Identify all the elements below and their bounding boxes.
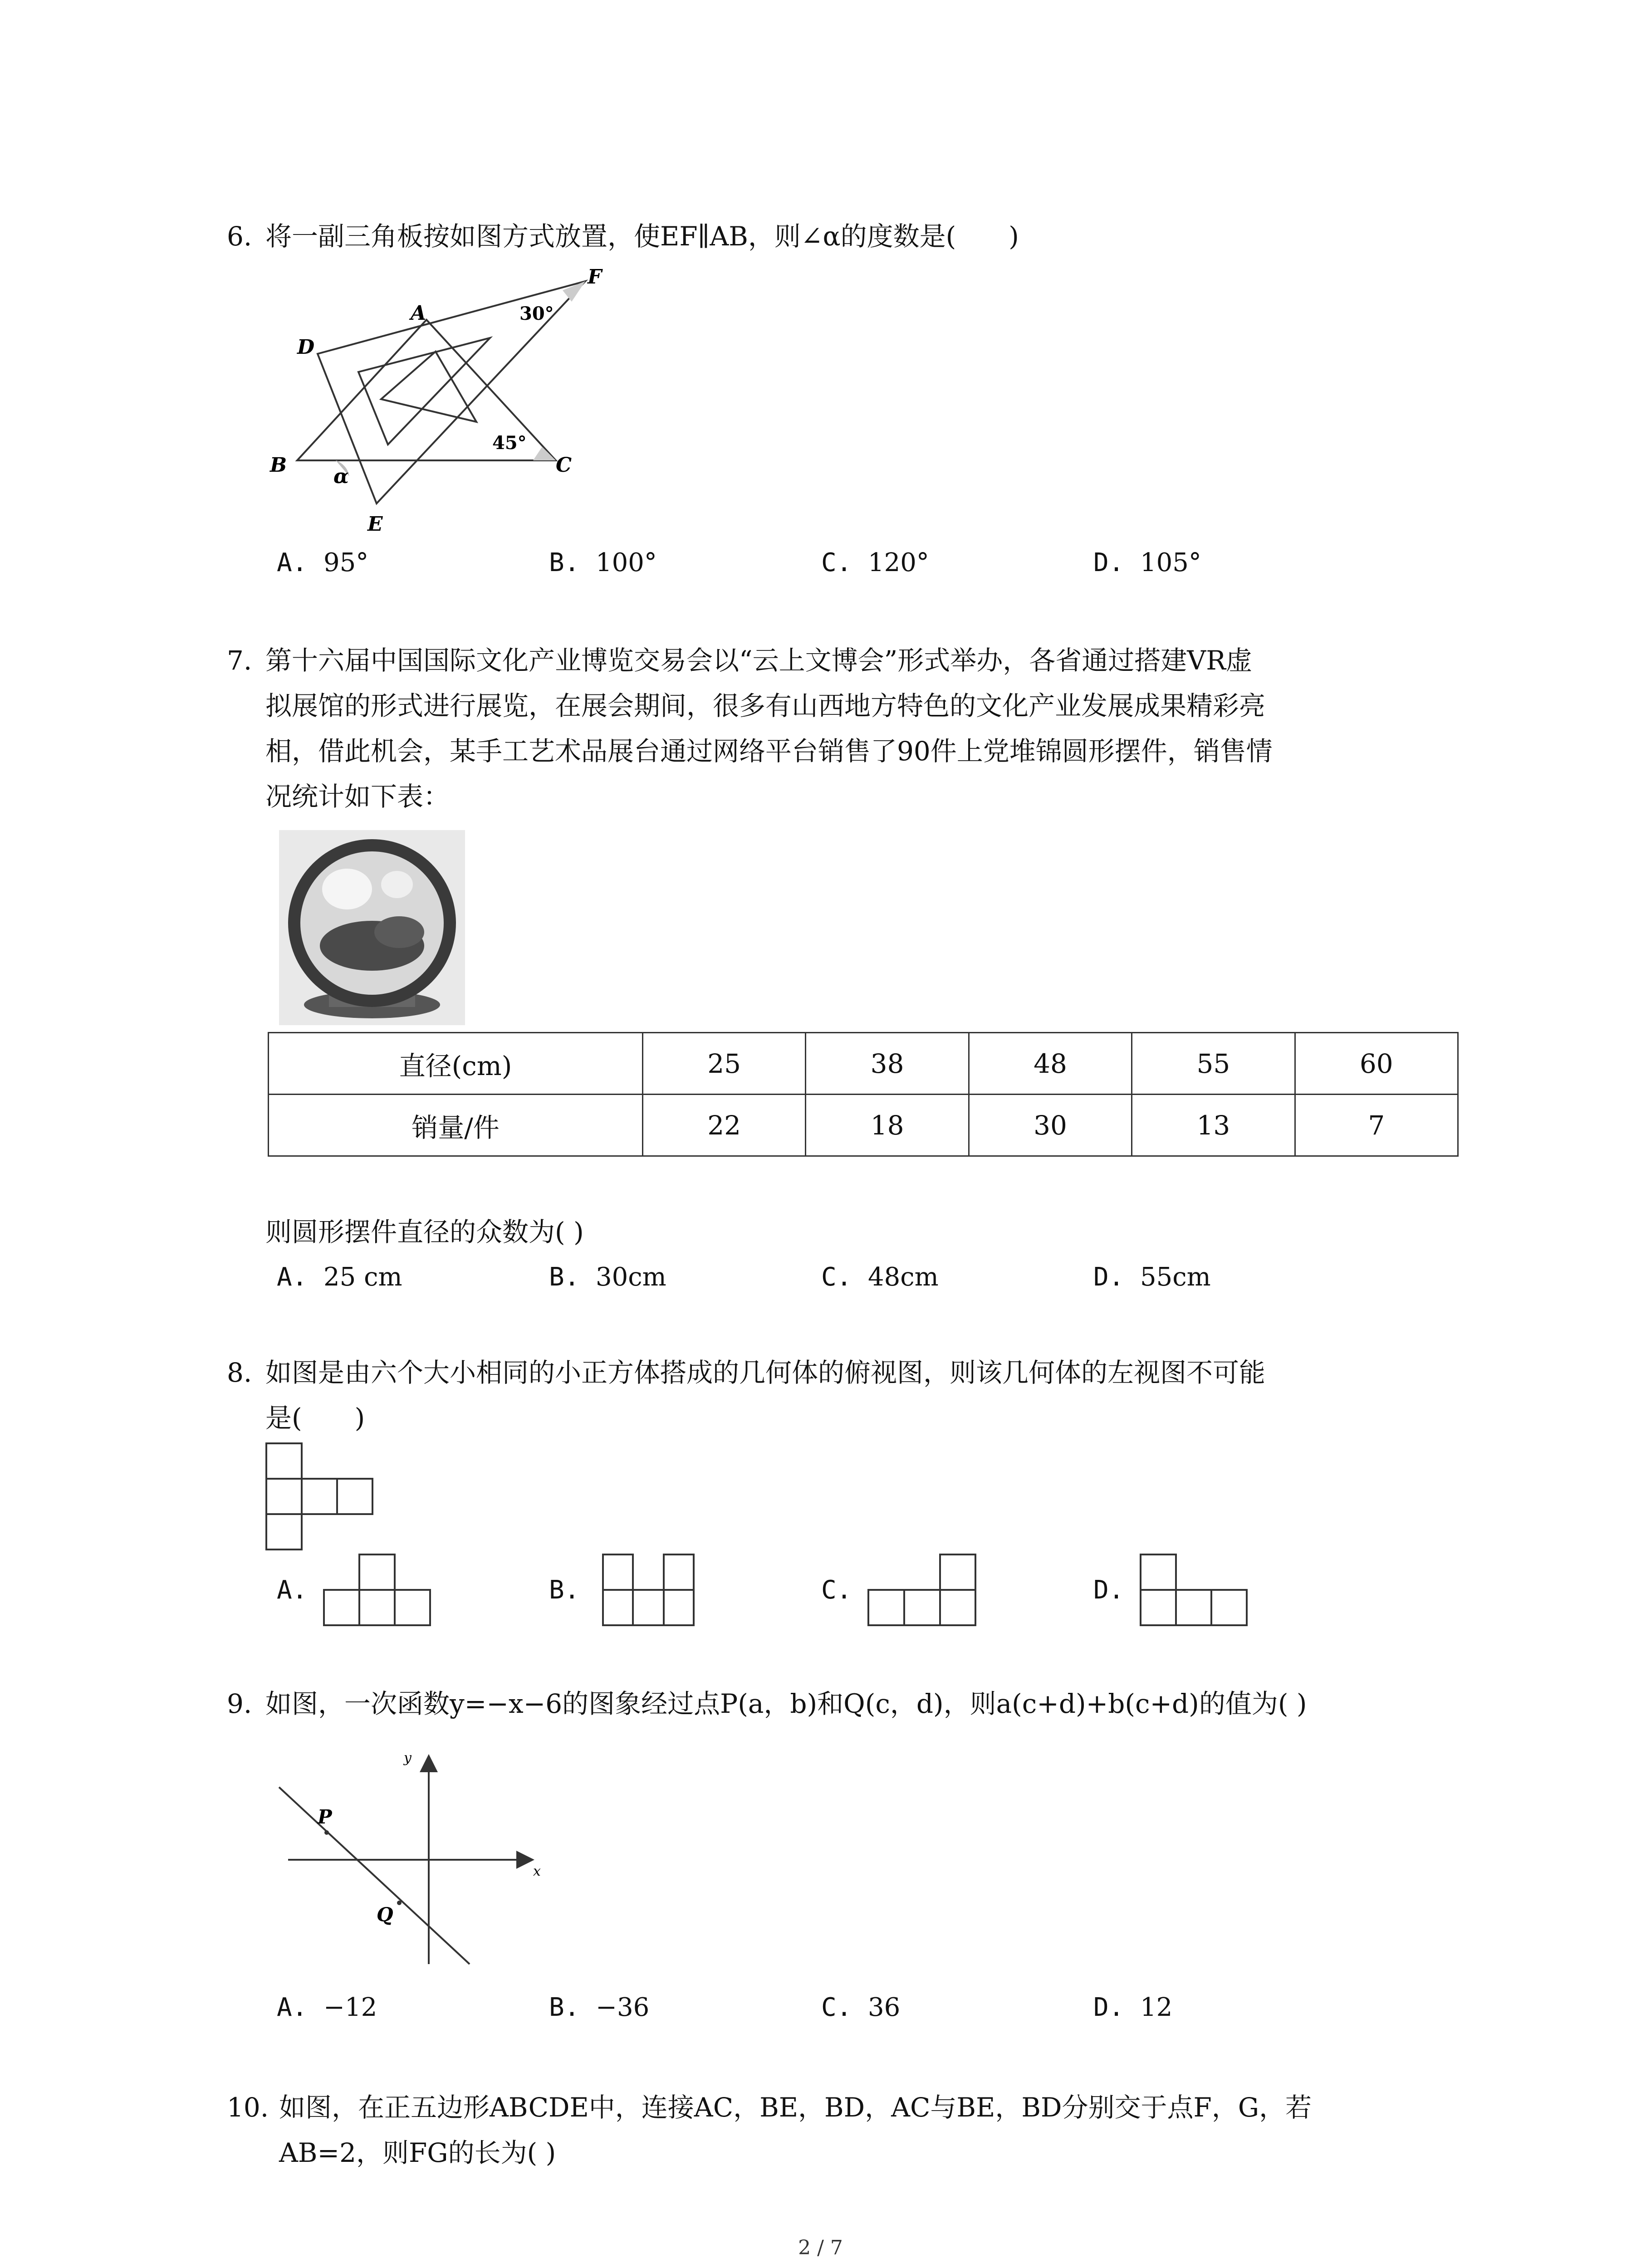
option-label: C.	[821, 1262, 852, 1292]
q8-option-a-figure[interactable]	[322, 1554, 431, 1626]
table-header-sales: 销量/件	[269, 1095, 643, 1156]
label-A: A	[411, 302, 426, 325]
sales-table	[268, 1032, 1459, 1157]
table-cell: 48	[969, 1033, 1132, 1095]
label-D: D	[297, 336, 315, 359]
q6-number: 6.	[227, 221, 252, 252]
label-B: B	[270, 454, 287, 477]
table-row	[269, 1095, 1458, 1156]
option-label: D.	[1093, 548, 1124, 577]
q9-number: 9.	[227, 1688, 252, 1719]
top-view-figure	[265, 1442, 374, 1551]
q7-line-1: 第十六届中国国际文化产业博览交易会以“云上文博会”形式举办，各省通过搭建VR虚	[265, 645, 1252, 676]
table-cell: 13	[1132, 1095, 1295, 1156]
option-value: 100°	[596, 548, 657, 577]
q6-option-d[interactable]	[1093, 547, 1201, 579]
table-cell: 22	[643, 1095, 806, 1156]
option-value: 36	[868, 1993, 901, 2022]
table-cell: 30	[969, 1095, 1132, 1156]
option-value: 12	[1140, 1993, 1173, 2022]
q6-triangle-figure	[254, 259, 617, 540]
q6-option-c[interactable]	[821, 547, 929, 579]
option-label: C.	[821, 1993, 852, 2022]
q8-option-d[interactable]	[1093, 1574, 1124, 1607]
q8-option-d-figure[interactable]	[1139, 1554, 1250, 1626]
option-label: B.	[549, 1575, 580, 1605]
option-value: −36	[596, 1993, 650, 2022]
table-cell: 7	[1295, 1095, 1458, 1156]
option-value: −12	[323, 1993, 377, 2022]
option-label: A.	[277, 1262, 308, 1292]
q7-option-d[interactable]	[1093, 1261, 1211, 1294]
q7-line-3: 相，借此机会，某手工艺术品展台通过网络平台销售了90件上党堆锦圆形摆件，销售情	[265, 736, 1273, 767]
q9-option-c[interactable]	[821, 1991, 900, 2024]
label-Q: Q	[377, 1903, 393, 1926]
option-value: 30cm	[596, 1262, 666, 1292]
option-label: D.	[1093, 1575, 1124, 1605]
option-label: A.	[277, 1993, 308, 2022]
label-C: C	[556, 454, 572, 477]
label-P: P	[318, 1806, 332, 1828]
table-cell: 55	[1132, 1033, 1295, 1095]
label-E: E	[367, 513, 383, 536]
q8-option-b-figure[interactable]	[601, 1554, 696, 1626]
q7-question: 则圆形摆件直径的众数为( )	[265, 1217, 584, 1247]
q8-line-2: 是( )	[265, 1403, 365, 1433]
q8-option-a[interactable]	[277, 1574, 307, 1607]
table-header-diameter: 直径(cm)	[269, 1033, 643, 1095]
q7-line-2: 拟展馆的形式进行展览，在展会期间，很多有山西地方特色的文化产业发展成果精彩亮	[265, 690, 1266, 721]
table-row	[269, 1033, 1458, 1095]
embroidery-ornament-photo	[279, 830, 465, 1025]
table-cell: 25	[643, 1033, 806, 1095]
option-label: D.	[1093, 1993, 1124, 2022]
option-value: 120°	[868, 548, 929, 577]
q9-option-d[interactable]	[1093, 1991, 1172, 2024]
q6-option-b[interactable]	[549, 547, 657, 579]
q6-option-a[interactable]	[277, 547, 368, 579]
option-label: D.	[1093, 1262, 1124, 1292]
option-label: B.	[549, 548, 580, 577]
label-30: 30°	[519, 303, 554, 324]
label-y: y	[404, 1750, 411, 1766]
q6-text: 将一副三角板按如图方式放置，使EF∥AB，则∠α的度数是( )	[265, 221, 1019, 252]
q9-option-b[interactable]	[549, 1991, 649, 2024]
table-cell: 38	[806, 1033, 969, 1095]
q10-line-1: 如图，在正五边形ABCDE中，连接AC，BE，BD，AC与BE，BD分别交于点F，G，若	[279, 2092, 1312, 2123]
option-value: 25 cm	[323, 1262, 402, 1292]
table-cell: 18	[806, 1095, 969, 1156]
q8-line-1: 如图是由六个大小相同的小正方体搭成的几何体的俯视图，则该几何体的左视图不可能	[265, 1357, 1266, 1388]
label-alpha: α	[333, 465, 349, 488]
q7-line-4: 况统计如下表：	[265, 781, 450, 812]
q7-option-b[interactable]	[549, 1261, 666, 1294]
q10-line-2: AB=2，则FG的长为( )	[279, 2137, 556, 2168]
q8-option-b[interactable]	[549, 1574, 579, 1607]
option-label: C.	[821, 1575, 852, 1605]
option-value: 48cm	[868, 1262, 939, 1292]
table-cell: 60	[1295, 1033, 1458, 1095]
label-x: x	[533, 1863, 541, 1879]
option-label: A.	[277, 548, 308, 577]
q10-number: 10.	[227, 2092, 269, 2123]
q7-number: 7.	[227, 645, 252, 676]
q8-option-c-figure[interactable]	[867, 1554, 978, 1626]
q9-option-a[interactable]	[277, 1991, 377, 2024]
q9-text: 如图，一次函数y=−x−6的图象经过点P(a，b)和Q(c，d)，则a(c+d)+b(c+d)的值为( )	[265, 1688, 1307, 1719]
linear-function-graph	[263, 1742, 572, 1978]
q7-option-c[interactable]	[821, 1261, 939, 1294]
option-value: 95°	[323, 548, 369, 577]
option-label: B.	[549, 1993, 580, 2022]
option-value: 105°	[1140, 548, 1201, 577]
page-number: 2 / 7	[798, 2236, 843, 2259]
option-label: A.	[277, 1575, 308, 1605]
option-label: C.	[821, 548, 852, 577]
option-label: B.	[549, 1262, 580, 1292]
option-value: 55cm	[1140, 1262, 1211, 1292]
label-45: 45°	[492, 432, 527, 454]
q8-number: 8.	[227, 1357, 252, 1388]
label-F: F	[588, 265, 602, 288]
q7-option-a[interactable]	[277, 1261, 402, 1294]
q8-option-c[interactable]	[821, 1574, 852, 1607]
